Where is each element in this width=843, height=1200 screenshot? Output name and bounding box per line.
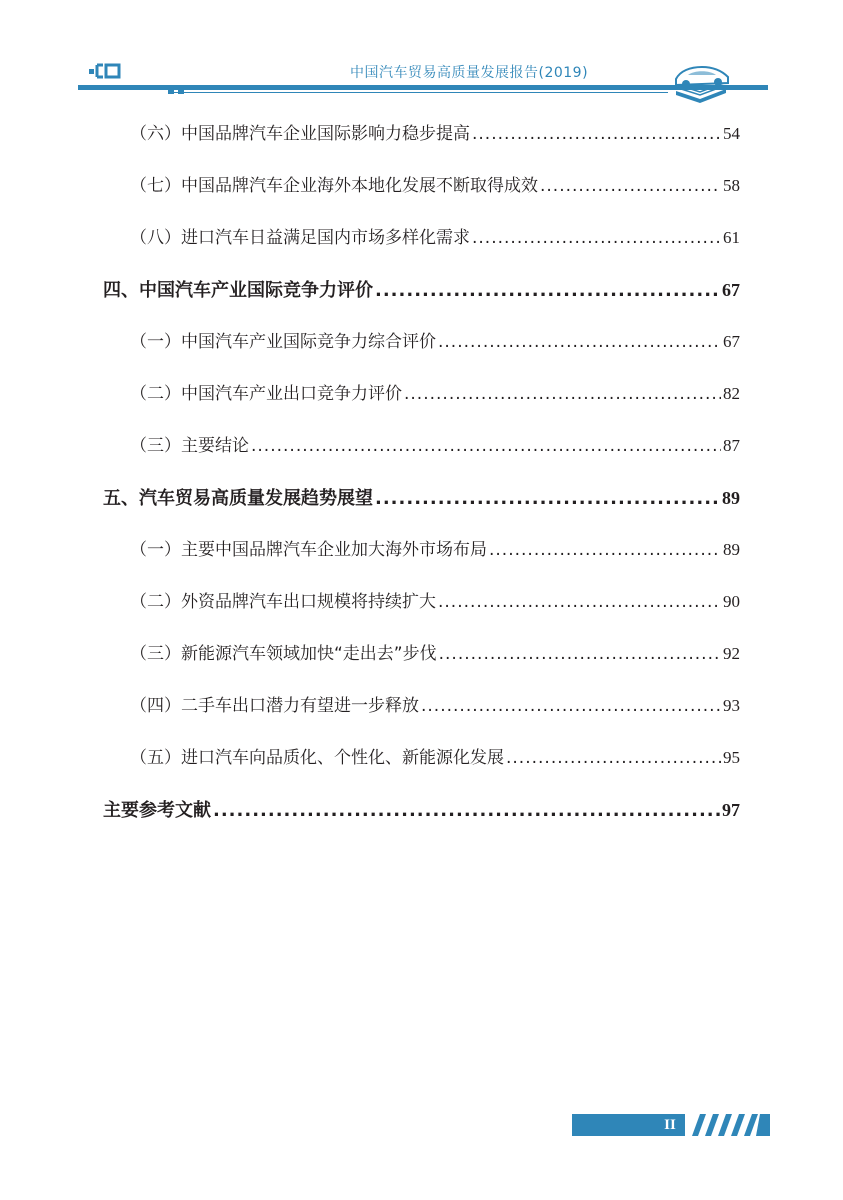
- toc-dot-leader: [489, 528, 721, 572]
- toc-entry-page: 58: [723, 176, 740, 195]
- toc-dot-leader: [540, 164, 721, 208]
- toc-entry: [103, 632, 740, 684]
- toc-entry-title: （五）进口汽车向品质化、个性化、新能源化发展: [130, 748, 504, 768]
- slash-stripes-icon: [690, 1114, 770, 1136]
- toc-entry-title: （六）中国品牌汽车企业国际影响力稳步提高: [130, 124, 470, 144]
- toc-entry-page: 92: [723, 644, 740, 663]
- square-bracket-logo-icon: [88, 62, 122, 80]
- toc-entry: [103, 424, 740, 476]
- toc-entry-page: 54: [723, 124, 740, 143]
- toc-entry-title: （二）中国汽车产业出口竞争力评价: [130, 384, 402, 404]
- page-number: II: [664, 1117, 676, 1133]
- toc-entry: [103, 528, 740, 580]
- toc-entry-title: （七）中国品牌汽车企业海外本地化发展不断取得成效: [130, 176, 538, 196]
- toc-entry-title: （四）二手车出口潜力有望进一步释放: [130, 696, 419, 716]
- toc-entry: [103, 788, 740, 840]
- toc-entry: [103, 320, 740, 372]
- toc-entry-page: 82: [723, 384, 740, 403]
- toc-entry: [103, 112, 740, 164]
- toc-dot-leader: [375, 269, 720, 313]
- toc-entry-page: 90: [723, 592, 740, 611]
- toc-entry: [103, 268, 740, 320]
- car-on-book-icon: [670, 55, 732, 103]
- toc-entry-title: （一）中国汽车产业国际竞争力综合评价: [130, 332, 436, 352]
- toc-entry-page: 95: [723, 748, 740, 767]
- toc-dot-leader: [438, 320, 721, 364]
- toc-entry-title: （二）外资品牌汽车出口规模将持续扩大: [130, 592, 436, 612]
- page-header: [0, 0, 843, 110]
- toc-entry: [103, 580, 740, 632]
- toc-entry: [103, 684, 740, 736]
- toc-dot-leader: [472, 216, 721, 260]
- toc-entry-page: 93: [723, 696, 740, 715]
- toc-dot-leader: [506, 736, 721, 780]
- toc-dot-leader: [439, 632, 721, 676]
- header-thin-rule: [168, 92, 668, 93]
- toc-dot-leader: [421, 684, 721, 728]
- toc-entry-title: （三）主要结论: [130, 436, 249, 456]
- toc-entry-page: 97: [722, 800, 740, 820]
- toc-entry: [103, 164, 740, 216]
- toc-entry-page: 89: [722, 488, 740, 508]
- toc-dot-leader: [375, 477, 720, 521]
- toc-dot-leader: [213, 789, 720, 833]
- toc-entry-title: （三）新能源汽车领域加快“走出去”步伐: [130, 644, 437, 664]
- toc-entry-page: 87: [723, 436, 740, 455]
- toc-entry-page: 67: [723, 332, 740, 351]
- running-header-title: 中国汽车贸易高质量发展报告(2019): [350, 65, 589, 81]
- toc-dot-leader: [251, 424, 721, 468]
- toc-entry-title: （八）进口汽车日益满足国内市场多样化需求: [130, 228, 470, 248]
- toc-entry: [103, 736, 740, 788]
- toc-entry-title: 四、中国汽车产业国际竞争力评价: [103, 280, 373, 301]
- toc-entry-title: （一）主要中国品牌汽车企业加大海外市场布局: [130, 540, 487, 560]
- toc-entry-page: 61: [723, 228, 740, 247]
- toc-entry-page: 89: [723, 540, 740, 559]
- toc-dot-leader: [404, 372, 721, 416]
- toc-entry: [103, 476, 740, 528]
- toc-entry: [103, 372, 740, 424]
- toc-entry-title: 五、汽车贸易高质量发展趋势展望: [103, 488, 373, 509]
- toc-entry-title: 主要参考文献: [103, 800, 211, 821]
- toc-dot-leader: [472, 112, 721, 156]
- table-of-contents: [103, 112, 740, 840]
- toc-entry-page: 67: [722, 280, 740, 300]
- header-dot: [168, 88, 174, 94]
- header-dot: [178, 88, 184, 94]
- toc-dot-leader: [438, 580, 721, 624]
- toc-entry: [103, 216, 740, 268]
